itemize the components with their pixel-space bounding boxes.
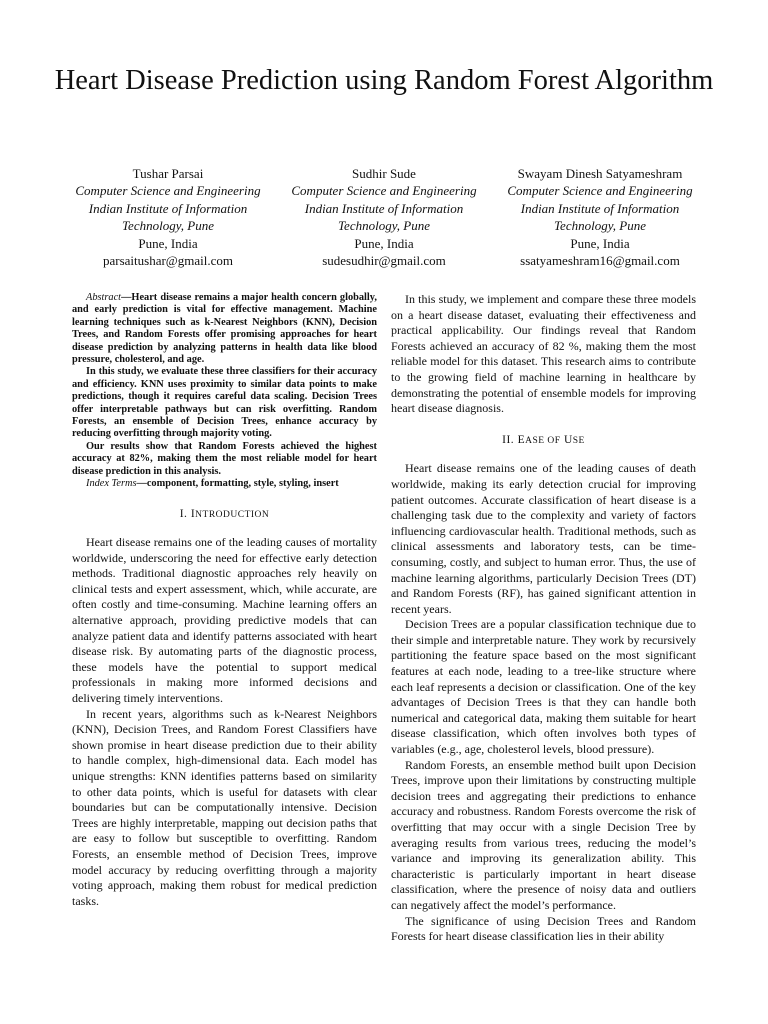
body-paragraph: Heart disease remains one of the leading causes of mortality worldwide, underscoring the need for effective early detection methods. Traditional diagnostic approaches rely heavily on clinical tests and expert assessment, which, while accurate, are often costly and time-consuming. Machine learning offers an alternative approach, providing predictive models that can analyze patient data and identify patterns associated with heart disease risk. By automating parts of the diagnostic process, these models have the potential to support medical professionals in making more informed decisions and delivering timely interventions. — [72, 535, 377, 706]
author-dept: Computer Science and Engineering — [291, 183, 477, 199]
body-paragraph: Random Forests, an ensemble method built upon Decision Trees, improve upon their limitations by constructing multiple decision trees and aggregating their predictions to enhance accuracy and robustness. Random Forests overcome the risk of overfitting that may occur with a single Decision Tree by averaging results from various trees, reducing the model’s variance and improving its generalization ability. This characteristic is particularly important in heart disease classification, where the presence of noisy data and outliers can negatively affect the model’s performance. — [391, 757, 696, 912]
abstract-paragraph: Our results show that Random Forests achieved the highest accuracy at 82%, making them the most reliable model for heart disease prediction in this analysis. — [72, 440, 377, 477]
index-terms: Index Terms—component, formatting, style, styling, insert — [86, 478, 339, 490]
author-institution: Indian Institute of Information Technology, Pune — [520, 200, 680, 234]
author-location: Pune, India — [354, 235, 414, 251]
body-paragraph: In this study, we implement and compare these three models on a heart disease dataset, evaluating their effectiveness and practical applicability. Our findings reveal that Random Forests achieved an accuracy of 82 %, making them the most reliable model for this dataset. This research aims to contribute to the growing field of machine learning in healthcare by demonstrating the potential of ensemble models for improving heart disease diagnosis. — [391, 292, 696, 416]
author-name: Sudhir Sude — [352, 166, 416, 181]
right-column — [391, 292, 696, 945]
abstract-label: Abstract — [86, 292, 122, 303]
author-block — [60, 165, 708, 269]
abstract-text: Heart disease remains a major health concern globally, and early prediction is vital for effective management. Machine learning techniques such as k-Nearest Neighbors (KNN), Decision Trees, and Random Forests offer promising approaches for heart disease prediction by analyzing patterns in health data like blood pressure, cholesterol, and age. — [72, 292, 377, 366]
abstract-paragraph: Abstract—Heart disease remains a major health concern globally, and early prediction is vital for effective management. Machine learning techniques such as k-Nearest Neighbors (KNN), Decision Trees, and Random Forests offer promising approaches for heart disease prediction by analyzing patterns in health data like blood pressure, cholesterol, and age. — [72, 292, 377, 366]
author-dept: Computer Science and Engineering — [75, 183, 261, 199]
abstract — [72, 292, 377, 491]
author-3 — [492, 165, 708, 269]
body-paragraph: In recent years, algorithms such as k-Nearest Neighbors (KNN), Decision Trees, and Random Forest Classifiers have shown promise in heart disease prediction due to their ability to handle complex, high-dimensional data. Each model has unique strengths: KNN identifies patterns based on similarity to other data points, which is useful for datasets with clear boundaries but can be computationally intensive. Decision Trees are highly interpretable, mapping out decision paths that are easy to follow but susceptible to overfitting. Random Forests, an ensemble method of Decision Trees, improve model accuracy by reducing overfitting through a majority voting approach, making them robust for medical prediction tasks. — [72, 706, 377, 908]
section-heading-introduction: I. INTRODUCTION — [179, 507, 270, 520]
section-heading-ease-of-use: II. EASE OF USE — [502, 433, 585, 446]
author-email: sudesudhir@gmail.com — [322, 253, 446, 269]
author-institution: Indian Institute of Information Technology, Pune — [304, 200, 464, 234]
author-name: Swayam Dinesh Satyameshram — [517, 166, 683, 181]
body-paragraph: The significance of using Decision Trees and Random Forests for heart disease classification lies in their ability — [391, 913, 696, 944]
paper-title: Heart Disease Prediction using Random Forest Algorithm — [54, 65, 714, 96]
body-paragraph: Decision Trees are a popular classification technique due to their simple and interpretable nature. They work by recursively partitioning the feature space based on the most significant features at each node, leading to a tree-like structure where each leaf represents a decision or classification. One of the key advantages of Decision Trees is that they can handle both numerical and categorical data, making them suitable for heart disease classification, which often involves both types of variables (e.g., age, cholesterol levels, blood pressure). — [391, 617, 696, 757]
index-terms-text: component, formatting, style, styling, insert — [146, 478, 339, 490]
abstract-paragraph: In this study, we evaluate these three classifiers for their accuracy and efficiency. KNN uses proximity to similar data points to make predictions, though it requires careful data scaling. Decision Trees offer interpretable pathways but can risk overfitting. Random Forests, an ensemble of Decision Trees, enhance accuracy by reducing overfitting through majority voting. — [72, 366, 377, 440]
author-name: Tushar Parsai — [132, 166, 204, 181]
author-dept: Computer Science and Engineering — [507, 183, 693, 199]
author-1 — [60, 165, 276, 269]
author-institution: Indian Institute of Information Technology, Pune — [88, 200, 248, 234]
index-terms-label: Index Terms — [86, 478, 137, 490]
author-location: Pune, India — [138, 235, 198, 251]
body-paragraph: Heart disease remains one of the leading causes of death worldwide, making its early detection crucial for improving patient outcomes. Accurate classification of heart disease is a challenging task due to the complexity and variety of factors influencing cardiovascular health. Traditional methods, such as clinical assessments and laboratory tests, can be time-consuming, costly, and subject to human error. Thus, the use of machine learning algorithms, particularly Decision Trees (DT) and Random Forests (RF), has gained significant attention in recent years. — [391, 461, 696, 616]
author-location: Pune, India — [570, 235, 630, 251]
left-column — [72, 292, 377, 909]
author-email: parsaitushar@gmail.com — [102, 253, 234, 269]
author-2 — [276, 165, 492, 269]
author-email: ssatyameshram16@gmail.com — [520, 253, 680, 269]
